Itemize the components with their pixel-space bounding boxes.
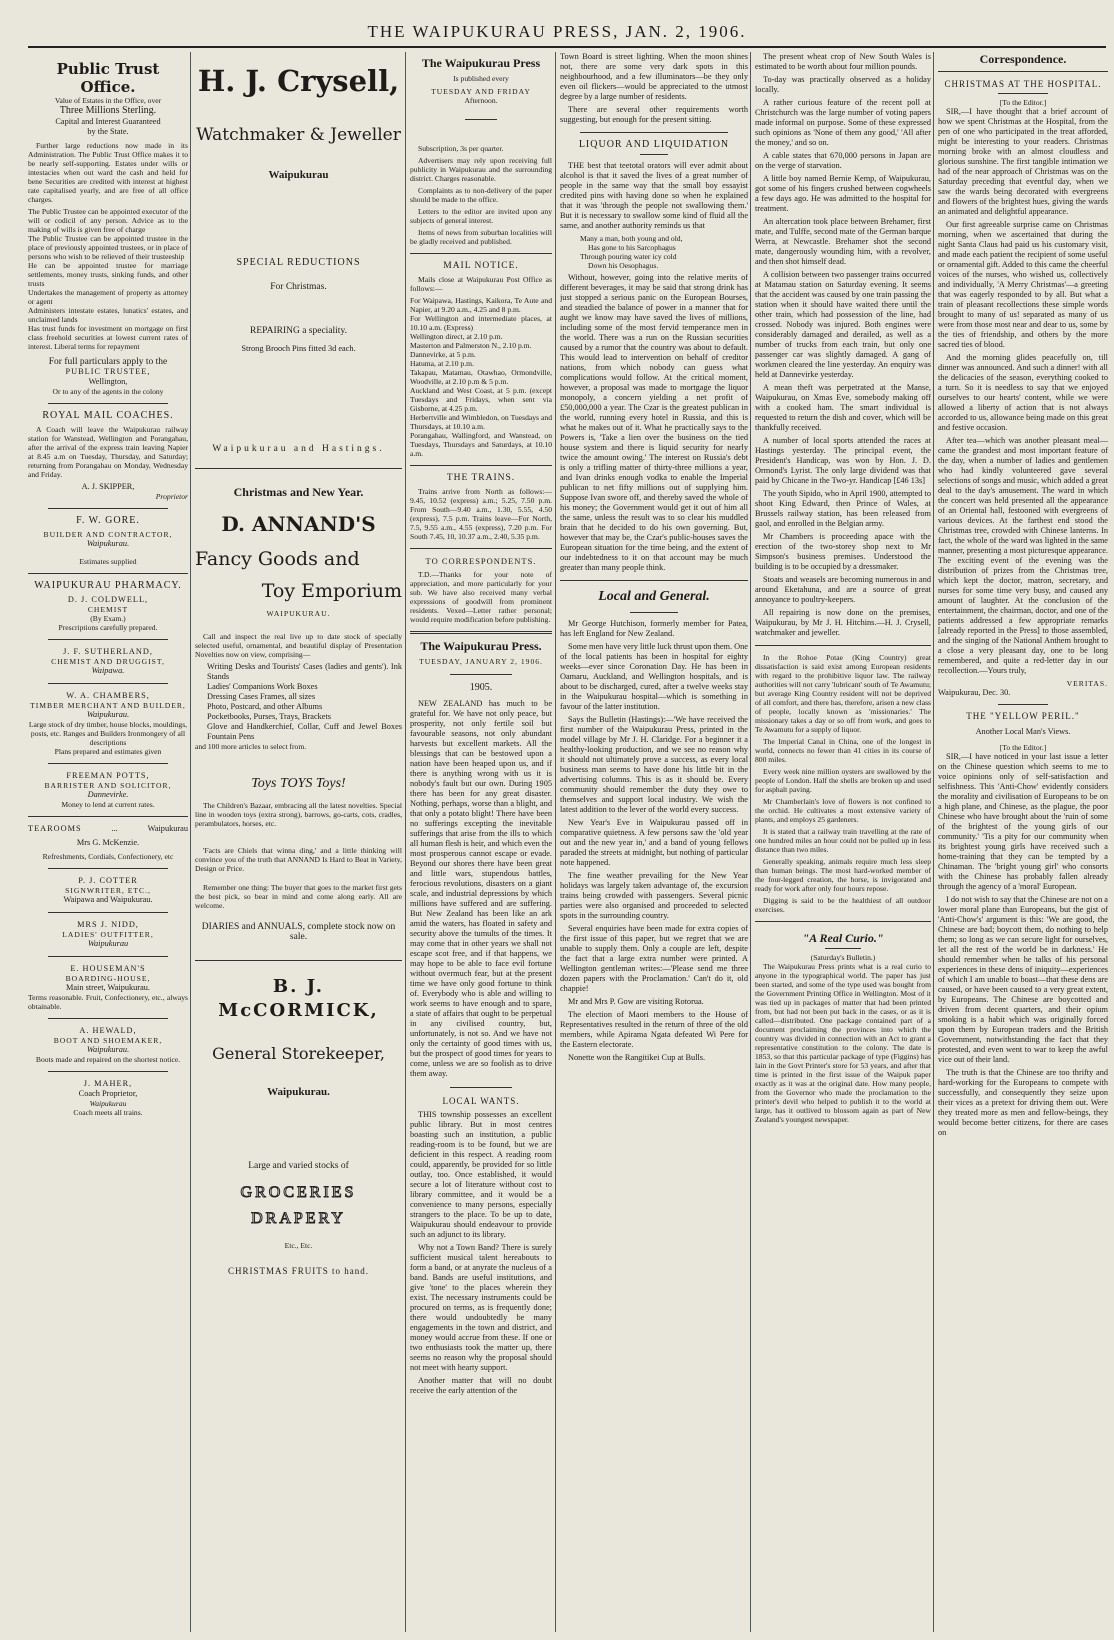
potts-place: Dannevirke. xyxy=(87,790,129,799)
cotter-place: Waipawa and Waipukurau. xyxy=(63,895,153,904)
press-term: Advertisers may rely upon receiving full publicity in Waipukurau and the surrounding district. Charges reasonable. xyxy=(410,156,552,183)
column-3 xyxy=(410,52,552,1632)
groceries-sign: GROCERIES xyxy=(240,1184,357,1201)
hewald-place: Waipukurau. xyxy=(86,1045,130,1054)
xmas-title: CHRISTMAS AT THE HOSPITAL. xyxy=(944,79,1102,89)
maher-name: J. MAHER, xyxy=(83,1079,133,1088)
curio-source: (Saturday's Bulletin.) xyxy=(810,953,876,962)
special-reductions: SPECIAL REDUCTIONS xyxy=(236,257,361,268)
news-para: A number of local sports attended the races at Hastings yesterday. The principal event, the President's Handicap, was won by Hon. J. D. Ormond's Lyrist. The only large dividend was that paid by Chicane in the Two-yr. Handicap [£46 13s] xyxy=(755,436,931,485)
local-para: Mr George Hutchison, formerly member for Patea, has left England for New Zealand. xyxy=(560,619,748,638)
christmas-new-year: Christmas and New Year. xyxy=(233,485,364,499)
trust-item: The Public Trustee can be appointed executor of the will or codicil of any person. Advice as to the making of wills is given free of charge xyxy=(28,207,188,234)
annand-place: WAIPUKURAU. xyxy=(266,609,331,618)
liquor-title: LIQUOR AND LIQUIDATION xyxy=(578,139,730,150)
divider xyxy=(410,465,552,466)
potts-note: Money to lend at current rates. xyxy=(61,800,155,809)
small-para: Generally speaking, animals require much less sleep than human beings. The most hard-worked member of the four-legged creation, the horse, is invigorated and ready for work after only four hours repose. xyxy=(755,857,931,893)
continued-para: There are several other requirements worth suggesting, but enough for the present sitting. xyxy=(560,105,748,124)
local-wants-para: Why not a Town Band? There is surely sufficient musical talent hereabouts to form a band, or at anyrate the nucleus of a band. Bands are useful institutions, and give 'tone' to the places wherein they exist. The necessary instruments could be procured on terms, as is frequently done; there would undoubtedly be many engagements in the town and district, and money would accrue from these. If one or two enthusiasts took the matter up, there seems no reason why the proposal should not meet with hearty support. xyxy=(410,1243,552,1372)
nidd-place: Waipukurau xyxy=(87,939,129,948)
divider xyxy=(48,912,168,913)
mail-line: Herbertville and Wimbledon, on Tuesdays and Thursdays, at 10.10 a.m. xyxy=(410,413,552,431)
local-para: Mr and Mrs P. Gow are visiting Rotorua. xyxy=(568,997,704,1006)
peril-title: THE "YELLOW PERIL." xyxy=(966,711,1080,721)
gore-trade: BUILDER AND CONTRACTOR, xyxy=(43,530,173,539)
column-6 xyxy=(938,52,1108,1632)
verse-line: Down his Oesophagus. xyxy=(588,261,659,270)
column-1 xyxy=(28,52,188,1632)
correspondence-head: Correspondence. xyxy=(979,52,1067,66)
hewald-name: A. HEWALD, xyxy=(79,1026,137,1035)
divider xyxy=(450,674,512,675)
annand-body: Call and inspect the real live up to date stock of specially selected useful, ornamental, and beautiful display of Presentation Novelties now on view, comprising— xyxy=(195,632,402,659)
pharmacy-note: Prescriptions carefully prepared. xyxy=(58,623,158,632)
etc-etc: Etc., Etc. xyxy=(284,1241,313,1250)
goods-line: Dressing Cases Frames, all sizes xyxy=(207,692,316,701)
press-term: Letters to the editor are invited upon any subjects of general interest. xyxy=(410,207,552,225)
crysell-trade: Watchmaker & Jeweller xyxy=(196,125,401,145)
year-title: 1905. xyxy=(469,682,493,693)
houseman-place: Main street, Waipukurau. xyxy=(66,983,150,992)
local-para: Nonette won the Rangitikei Cup at Bulls. xyxy=(568,1053,706,1062)
cotter-trade: SIGNWRITER, ETC., xyxy=(65,886,151,895)
houseman-name: E. HOUSEMAN'S xyxy=(70,964,146,973)
editorial-head: The Waipukurau Press. xyxy=(420,639,542,653)
news-para: A cable states that 670,000 persons in Japan are on the verge of starvation. xyxy=(755,151,931,170)
coaches-title: ROYAL MAIL COACHES. xyxy=(42,410,174,421)
press-term: Items of news from suburban localities will be gladly received and published. xyxy=(410,228,552,246)
continued-para: Town Board is street lighting. When the moon shines not, there are some very dark spots in this neighbourhood, and a few illuminators—be they only even oil flickers—would be appreciated to the utmost degree by a large number of residents. xyxy=(560,52,748,101)
brooch-pins: Strong Brooch Pins fitted 3d each. xyxy=(241,344,356,353)
local-wants-para: THIS township possesses an excellent public library. But in most centres boasting such an institution, a public reading-room is to be found, but we are deficient in this respect. A reading room could, apparently, be provided for so little outlay, too. Once established, it would secure a lot of literature without cost to library committee, and it would be a convenience to many persons, especially strangers to the place. To be up to date, Waipukurau should endeavour to provide such an adjunct to its library. xyxy=(410,1110,552,1239)
column-4 xyxy=(560,52,748,1632)
maher-trade: Coach Proprietor, xyxy=(78,1089,138,1098)
divider xyxy=(938,71,1108,72)
news-para: A collision between two passenger trains occurred at Matamau station on Saturday evening. It seems that the accident was caused by one train passing the station when it should have waited there until the other train, which had possession of the line, had crossed. Nobody was injured. Both engines were considerably damaged and derailed, as well as a number of trucks from each train, but only one passenger car was slightly damaged. A gang of workmen cleared the line yesterday. An enquiry was held at Dannevirke yesterday. xyxy=(755,270,931,379)
coaches-body: A Coach will leave the Waipukurau railway station for Wanstead, Wellington and Porangahau, after the arrival of the express train leaving Napier at 8.45 a.m on Tuesday, Thursday, and Saturday; returning from Porangahau on Monday, Wednesday and Friday. xyxy=(28,425,188,479)
peril-to: [To the Editor.] xyxy=(999,743,1047,752)
peril-para: SIR,—I have noticed in your last issue a letter on the Chinese question which seems to me to voice opinions only of self-satisfaction and selfishness. This 'Anti-Chow' evidently considers the morality and civilisation of Europeans to be on a high plane, and Chinese, as the plague, the poor Chinese who have brought about the 'ruin of some of the brightest of the young girls of our community.' 'Tis a pity for our community when its brightest young girls have received such a home-training that they can be tempted by a Chinaman. The 'bright young girl' who consorts with the Chinese has probably fallen already through the agency of a 'moral' European. xyxy=(938,752,1108,891)
year-body: NEW ZEALAND has much to be grateful for. We have not only peace, but prosperity, not only fertile soil but favourable seasons, not only abundant harvests but excellent markets. All the blessings that can be bestowed upon a nation have been heaped upon us, and if there is anything wrong with us it is nobody's fault but our own. During 1905 there has been for any great disaster. Nothing, perhaps, worse than a blight, and that only a potato blight! There have been no sufferings excepting the inevitable sufferings that arise from the ills to which all human flesh is heir, and which even the most prosperous cannot escape or evade. Beyond our shores there have been great and little wars, stupendous battles, ferocious revolutions, disasters on a giant scale, and industrial depressions by which millions have suffered and are suffering. But New Zealand has been like an ark amid the waters, has floated in safety and security above the tumults of the times. It may come that in other years we shall not escape scot free, and if that happens, we may hope to be able to face evil fortune without overmuch fear, but at the present time we have only good fortune to think of. Everybody who is able and willing to work seems to have enough and to spare, a state of affairs that ought to be perpetual in any civilised country, but, unfortunately, is not so. And we have not only the certainty of good times with us, but the prospect of good times for years to come, unless we are so foolish as to drive them away. xyxy=(410,699,552,1078)
liquor-para: Without, however, going into the relative merits of different beverages, it may be said that strong drink has just stopped a serious panic on the European Bourses, and steadied the balance of power in a manner that for aught we know may have saved the lives of millions, including some of the most fervid temperance men in the world. There was a run on the Russian securities caused by a rumor that the country was about to default. This would lead to intervention on behalf of creditor nations, from which nobody can guess what complications would follow. At the critical moment, however, a proposal was made to mortgage the liquor monopoly, a concern yielding a net profit of £50,000,000 a year. The Czar is the greatest publican in the world, running every hotel in Russia, and this is what he makes out of it. What he practically says to the Powers is, 'Take a lien over the business on the tied house system and there is liquid security for nearly twice the amount owing.' The interest on Russia's debt is only a trifling matter of thirty-three millions a year, and Ivan drinks enough vodka to enable the Imperial publican to net fifty millions out of supplying him. Suppose Ivan swore off, and thereby saved the whole of his money; the Government would get it out of him all the same, unless the result was to so clear his muddled brain that he decided to do his own governing. But, however that may be, the Czar's public-houses saves the European situation for the time being, and the extent of our indebtedness to it on that account may be much greater than many people think. xyxy=(560,273,748,572)
mccormick-place: Waipukurau. xyxy=(267,1086,330,1098)
news-para: An altercation took place between Brehamer, first mate, and Tulffe, second mate of the German barque Werra, at Newcastle. Brehamer shot the second mate, dangerously wounding him, with a revolver, and then shot himself dead. xyxy=(755,217,931,266)
small-para: The Imperial Canal in China, one of the longest in world, connects no fewer than 41 cities in its course of 800 miles. xyxy=(755,737,931,764)
toys-heading: Toys TOYS Toys! xyxy=(251,776,346,791)
diaries-annuals: DIARIES and ANNUALS, complete stock now on sale. xyxy=(201,922,396,942)
trains-title: THE TRAINS. xyxy=(446,473,516,483)
divider xyxy=(48,1018,168,1019)
mail-line: For Waipawa, Hastings, Kaikora, Te Aute and Napier, at 9.20 a.m., 4.25 and 8 p.m. xyxy=(410,296,552,314)
divider xyxy=(48,508,168,509)
maher-note: Coach meets all trains. xyxy=(73,1108,143,1117)
trust-line: by the State. xyxy=(87,127,129,136)
news-para: Stoats and weasels are becoming numerous in and around Eketahuna, and are a source of great annoyance to poultry-keepers. xyxy=(755,575,931,604)
varied-stocks: Large and varied stocks of xyxy=(248,1161,349,1171)
trust-place: Wellington, xyxy=(88,377,128,386)
tearooms-note: Refreshments, Cordials, Confectionery, etc xyxy=(42,852,174,861)
divider xyxy=(48,868,168,869)
trust-item: He can be appointed trustee for marriage settlements, money trusts, sinking funds, and other trusts xyxy=(28,261,188,288)
divider xyxy=(630,612,678,613)
verse-line: Many a man, both young and old, xyxy=(580,234,683,243)
public-trust-title: Public Trust Office. xyxy=(56,60,160,96)
divider xyxy=(998,93,1048,94)
tearooms-header xyxy=(28,824,188,834)
local-para: Several enquiries have been made for extra copies of the first issue of this paper, but we regret that we are unable to supply them. Only a couple are left, despite the fact that a large extra number were printed. A Wellington gentleman writes:—'Please send me three dozen papers with the Proclamation.' Can't do it, old chappie! xyxy=(560,924,748,993)
news-para: To-day was practically observed as a holiday locally. xyxy=(755,75,931,94)
tearooms-place: Waipukurau xyxy=(147,824,188,833)
mail-line: Dannevirke, at 5 p.m. xyxy=(410,350,476,359)
chambers-note: Plans prepared and estimates given xyxy=(54,747,162,756)
news-para: A little boy named Bernie Kemp, of Waipukurau, got some of his fingers crushed between cogwheels a few days ago. He was admitted to the hospital for treatment. xyxy=(755,174,931,213)
pharmacy-name: D. J. COLDWELL, xyxy=(67,595,149,604)
pharmacy-role: CHEMIST xyxy=(87,605,129,614)
mail-line: Wellington direct, at 2.10 p.m. xyxy=(410,332,503,341)
crysell-name: H. J. Crysell, xyxy=(197,64,400,98)
trust-item: Has trust funds for investment on mortgage on first class freehold securities at lowest current rates of interest. Liberal terms for repayment xyxy=(28,324,188,351)
annand-goods xyxy=(195,662,402,742)
peril-para: I do not wish to say that the Chinese are not on a lower moral plane than Europeans, but the gist of 'Anti-Chow's' argument is this: 'We are good, the Chinese are bad; boycott them, do nothing to help them; so long as we can secure light for ourselves, let all the rest of the world be in darkness.' He should remember when he talks of his personal experiences in these dens of iniquity—experiences of which I am unable to boast—that these dens are caused, or have been caused to a very great extent, by Europeans. The Chinese are boycotted and driven from decent quarters, and their opium smoking is a habit which was originally forced upon them by European traders and the British Government, notwithstanding the fact that they protested, and even went to war to keep the awful vice out of their land. xyxy=(938,895,1108,1064)
peril-para: The truth is that the Chinese are too thrifty and hard-working for the Europeans to compete with successfully, and consequently they seize upon their vices as a pretext for driving them out. Were they treated more as men and fellow-beings, they would become better citizens, for there are cases on xyxy=(938,1068,1108,1137)
press-published: Is published every xyxy=(453,74,509,83)
trust-line: Three Millions Sterling. xyxy=(59,105,157,116)
divider xyxy=(48,956,168,957)
chambers-body: Large stock of dry timber, house blocks, mouldings, posts, etc. Ranges and Builders Ironmongery of all descriptions xyxy=(28,720,188,747)
christmas-fruits: CHRISTMAS FRUITS to hand. xyxy=(227,1266,369,1276)
divider xyxy=(998,704,1048,705)
masthead xyxy=(0,0,1114,50)
press-time: Afternoon. xyxy=(464,96,498,105)
xmas-sign: VERITAS. xyxy=(1066,679,1108,688)
divider xyxy=(755,921,931,922)
small-para: In the Rohoe Potae (King Country) great dissatisfaction is said exist among European residents with regard to the prohibitive liquor law. The railway authorities will not carry 'lubricant' south of Te Awamutu; but average King Country resident will not be deprived of all comfort, and there has, therefore, arisen a new class of people, locally known as 'missionaries.' The missionary takes a day or so off from work, and goes to Te Awamutu for a supply of liquor. xyxy=(755,653,931,734)
potts-name: FREEMAN POTTS, xyxy=(66,771,150,780)
crysell-place: Waipukurau xyxy=(268,169,329,181)
goods-line: Writing Desks and Tourists' Cases (ladies and gents'). Ink Stands xyxy=(207,662,402,681)
chambers-place: Waipukurau. xyxy=(86,710,130,719)
divider xyxy=(825,948,861,949)
divider xyxy=(465,119,497,120)
news-para: Mr Chambers is proceeding apace with the erection of the two-storey shop next to Mr Simpson's business premises. Understood the building is to be occupied by a dressmaker. xyxy=(755,532,931,571)
divider xyxy=(410,253,552,254)
news-para: A mean theft was perpetrated at the Manse, Waipukurau, on Xmas Eve, somebody making off with a cooked ham. The smart individual is requested to return the dish and cover, which will be thankfully received. xyxy=(755,383,931,432)
column-rule xyxy=(190,52,191,1632)
drapery-sign: DRAPERY xyxy=(251,1210,346,1227)
goods-line: Glove and Handkerchief, Collar, Cuff and Jewel Boxes Fountain Pens xyxy=(207,722,402,741)
trust-agents: Or to any of the agents in the colony xyxy=(52,387,164,396)
divider xyxy=(560,580,748,581)
divider xyxy=(195,960,402,961)
potts-trade: BARRISTER AND SOLICITOR, xyxy=(44,781,172,790)
xmas-to: [To the Editor.] xyxy=(999,98,1047,107)
annand-name: D. ANNAND'S xyxy=(221,512,376,536)
mail-line: Auckland and West Coast, at 5 p.m. (except Tuesdays and Fridays, when sent via Gisborne, at 4.25 p.m. xyxy=(410,386,552,413)
column-2 xyxy=(195,52,402,1632)
sutherland-place: Waipawa. xyxy=(91,666,125,675)
trust-line: Value of Estates in the Office, over xyxy=(54,96,162,105)
divider xyxy=(48,763,168,764)
mail-line: Mails close at Waipukurau Post Office as follows:— xyxy=(410,275,552,293)
hewald-trade: BOOT AND SHOEMAKER, xyxy=(53,1036,163,1045)
press-days: TUESDAY AND FRIDAY xyxy=(431,87,531,96)
local-para: New Year's Eve in Waipukurau passed off in comparative quietness. A few persons saw the 'old year out and the new year in,' and a band of young fellows paraded the streets at midnight, but nothing of particular note happened. xyxy=(560,818,748,867)
local-wants-para: Another matter that will no doubt receive the early attention of the xyxy=(410,1376,552,1395)
for-christmas: For Christmas. xyxy=(270,282,327,292)
crysell-places: Waipukurau and Hastings. xyxy=(212,444,385,454)
correspondents-title: TO CORRESPONDENTS. xyxy=(425,556,537,566)
trust-name: PUBLIC TRUSTEE, xyxy=(65,367,151,376)
verse xyxy=(560,234,748,270)
mail-notice-title: MAIL NOTICE. xyxy=(443,261,519,271)
press-term: Subscription, 3s per quarter. xyxy=(418,144,504,153)
goods-line: Pocketbooks, Purses, Trays, Brackets xyxy=(207,712,331,721)
pharmacy-exam: (By Exam.) xyxy=(90,614,126,623)
xmas-para: Our first agreeable surprise came on Christmas morning, when we ascertained that during the night Santa Claus had paid us his customary visit, and made each patient the recipient of some useful or ornamental gift. Added to this came the cheerful voices of the nurses, who wished us, collectively and individually, 'A Merry Christmas'—a greeting that was eagerly responded to by all. But what a train of pleasant recollections these simple words brought to many of us! separated as many of us were from those most near and dear to us, some by the ties of friendship, and others by the more sacred ties of blood. xyxy=(938,220,1108,349)
divider xyxy=(48,1071,168,1072)
nidd-trade: LADIES' OUTFITTER, xyxy=(62,930,154,939)
tearooms-name: Mrs G. McKenzie. xyxy=(76,838,140,847)
nidd-name: MRS J. NIDD, xyxy=(77,920,139,929)
goods-line: Ladies' Companions Work Boxes xyxy=(207,682,318,691)
news-para: The youth Sipido, who in April 1900, attempted to shoot King Edward, then Prince of Wales, at Brussels railway station, has been released from gaol, and enrolled in the Belgian army. xyxy=(755,489,931,528)
trust-item: Administers intestate estates, lunatics' estates, and unclaimed lands xyxy=(28,306,188,324)
mail-line: Porangahau, Wallingford, and Wanstead, on Tuesdays, Thursdays and Saturdays, at 10.10 a.m. xyxy=(410,431,552,458)
tearooms-label: TEAROOMS xyxy=(28,824,82,833)
gore-name: F. W. GORE. xyxy=(76,515,140,526)
divider xyxy=(410,548,552,549)
divider xyxy=(640,154,668,155)
local-para: The election of Maori members to the House of Representatives resulted in the return of three of the old members, while Apirama Ngata defeated Wi Pere for the Eastern electorate. xyxy=(560,1010,748,1049)
sutherland-trade: CHEMIST AND DRUGGIST, xyxy=(51,657,165,666)
houseman-note: Terms reasonable. Fruit, Confectionery, etc., always obtainable. xyxy=(28,993,188,1011)
mail-line: For Wellington and intermediate places, at 10.10 a.m. (Express) xyxy=(410,314,552,332)
verse-line: Through pouring water icy cold xyxy=(580,252,677,261)
coaches-role: Proprietor xyxy=(155,492,188,501)
xmas-para: And the morning glides peacefully on, till dinner was announced. And such a dinner! with all the delicacies of the season, everything cooked to a turn. So it is needless to say that we enjoyed ourselves to our hearts' content, while we were allowed a liberty of action that is not always accorded to us, allowance being made on this great and festive occasion. xyxy=(938,353,1108,432)
news-para: A rather curious feature of the recent poll at Christchurch was the large number of voting papers made informal on purpose. Some of these expressed such opinions as 'None of them any good,' 'All after the money,' and so on. xyxy=(755,98,931,147)
trust-item: Undertakes the management of property as attorney or agent xyxy=(28,288,188,306)
liquor-para: THE best that teetotal orators will ever admit about alcohol is that it saved the lives of a great number of people in the same way that the small boy essayist credited pins with having done so when he explained that it was 'through the people not swallowing them.' But it is necessary to swallow some kind of fluid all the same, and another authority reminds us that xyxy=(560,161,748,230)
editorial-date: TUESDAY, JANUARY 2, 1906. xyxy=(419,657,543,666)
divider xyxy=(48,403,168,404)
trust-body: Further large reductions now made in its Administration. The Public Trust Office makes it to be nearly self-supporting. Estates under wills or intestacies when out ward the cash and held for bene Securities are credited with interest at highest rate capitalised yearly, and are free of all office charges. xyxy=(28,141,188,204)
trust-item: The Public Trustee can be appointed trustee in the place of previously appointed trustees, or in place of persons who wish to be relieved of their trusteeship xyxy=(28,234,188,261)
divider xyxy=(580,132,728,133)
press-title: The Waipukurau Press xyxy=(421,56,541,70)
mail-line: Hatuma, at 2.10 p.m. xyxy=(410,359,474,368)
fancy-goods: Fancy Goods and xyxy=(195,548,360,570)
trust-line: Capital and Interest Guaranteed xyxy=(55,117,161,126)
divider xyxy=(48,683,168,684)
xmas-para: After tea—which was another pleasant meal—came the grandest and most important feature of the day, when a number of ladies and gentlemen who had kindly volunteered gave several selections of songs and music, which added a great deal to the day's amusement. The ward in which the concert was held presented all the appearance of an Oriental hall, festooned with evergreens of various devices. At the farthest end stood the Christmas tree, crowded with Chinese lanterns. In fact, the whole of the ward was lighted in the same manner, presenting a most picturesque appearance. The exciting event of the evening was the distribution of prizes from the Christmas tree, which kept the doctor, matron, secretary, and nurses for some time very busy, and caused any amount of laughter. At the conclusion of the entertainment, the chairman, doctor, and one of the patients addressed a few appropriate remarks [already reported in the Press] to those assembled, and the singing of the National Anthem brought to a close a very pleasant day, one to be long remembered, and quite a red-letter day in our recollection.—Yours truly, xyxy=(938,436,1108,675)
local-general-title: Local and General. xyxy=(598,589,710,604)
divider xyxy=(28,573,188,574)
bazaar-body: The Children's Bazaar, embracing all the latest novelties. Special line in wooden toys (extra strong), barrows, go-carts, cots, cradles, perambulators, horses, etc. xyxy=(195,801,402,828)
repairing: REPAIRING a speciality. xyxy=(250,326,347,336)
local-para: Some men have very little luck thrust upon them. One of the local patients has been in hospital for eighty weeks—ever since Coronation Day. He has been in Oamaru, Auckland, and Wellington hospitals, and is about to be discharged, cured, after a twelve weeks stay in the Waipukurau hospital—which is something in favour of the latter institution. xyxy=(560,642,748,711)
toy-emporium: Toy Emporium xyxy=(261,580,402,602)
divider xyxy=(450,1087,512,1088)
gore-place: Waipukurau. xyxy=(86,539,130,548)
divider xyxy=(48,639,168,640)
coaches-sign: A. J. SKIPPER, xyxy=(81,482,135,491)
small-para: It is stated that a railway train travelling at the rate of one hundred miles an hour could not be pulled up in less distance than two miles. xyxy=(755,827,931,854)
cotter-name: P. J. COTTER xyxy=(78,876,138,885)
press-term: Complaints as to non-delivery of the paper should be made to the office. xyxy=(410,186,552,204)
divider xyxy=(755,645,931,646)
chambers-name: W. A. CHAMBERS, xyxy=(66,691,150,700)
sutherland-name: J. F. SUTHERLAND, xyxy=(63,647,153,656)
remember-body: Remember one thing: The buyer that goes to the market first gets the best pick, so bear in mind and come along early. All are welcome. xyxy=(195,883,402,910)
column-5 xyxy=(755,52,931,1632)
houseman-trade: BOARDING-HOUSE, xyxy=(65,974,151,983)
tearooms-dots: ... xyxy=(111,824,118,833)
peril-sub: Another Local Man's Views. xyxy=(975,727,1071,736)
facts-body: 'Facts are Chiels that winna ding,' and a little thinking will convince you of the truth that ANNAND Is Hard to Beat in Variety, Design or Price. xyxy=(195,846,402,873)
local-para: The fine weather prevailing for the New Year holidays was largely taken advantage of, the excursion trains being crowded with passengers. Several picnic parties were also organised and proceeded to selected spots in the surrounding country. xyxy=(560,871,748,920)
masthead-rule xyxy=(28,46,1106,48)
xmas-date: Waipukurau, Dec. 30. xyxy=(938,688,1011,697)
column-rule xyxy=(933,52,934,1632)
chambers-trade: TIMBER MERCHANT AND BUILDER, xyxy=(30,701,186,710)
gore-note: Estimates supplied xyxy=(79,557,137,566)
divider xyxy=(28,816,188,817)
verse-line: Has gone to his Sarcophagus xyxy=(588,243,676,252)
column-rule xyxy=(555,52,556,1632)
news-para: The present wheat crop of New South Wales is estimated to be worth about four million pounds. xyxy=(755,52,931,71)
mccormick-name: B. J. McCORMICK, xyxy=(218,976,379,1021)
small-para: Every week nine million oysters are swallowed by the people of London. Half the shells are broken up and used for asphalt paving. xyxy=(755,767,931,794)
hewald-note: Boots made and repaired on the shortest notice. xyxy=(35,1055,181,1064)
curio-body: The Waipukurau Press prints what is a real curio to anyone in the typographical world. The paper has just been started, and some of the type used was bought from the Government Printing Office in Wellington. Most of it was tied up in packages of matter that had been printed from, but had not been put back in the cases, or as it is called—distributed. One package contained part of a document proclaiming the provinces into which the country was divided in connection with an Act to grant a representative constitution to the colony. The date is 1853, so that this particular package of type (Figgins) has lain in the Govt Printer's store for 53 years, and after that time is printed in the first issue of the Waipuk paper exactly as it was at the original date. How many people, from the Governor who made the proclamation to the printer's devil who helped to publish it to the world at large, has it outlived to blossom again as part of New Zealand's youngest newspaper. xyxy=(755,962,931,1124)
mail-line: Takapau, Matamau, Otawhao, Ormondville, Woodville, at 2.10 p.m & 5 p.m. xyxy=(410,368,552,386)
goods-line: and 100 more articles to select from. xyxy=(195,742,307,751)
small-para: Digging is said to be the healthiest of all outdoor exercises. xyxy=(755,896,931,914)
local-para: Says the Bulletin (Hastings):—'We have received the first number of the Waipukurau Press, printed in the model village by Mr J. H. Claridge. For a beginner it a healthy-looking production, and we see no reason why it should not ultimately prove a success, as every local business man seems to have done his little bit in the advertising columns. This is as it should be. Every community should remember the duty they owe to themselves and support local industry. We wish the latest addition to the lever of the world every success. xyxy=(560,715,748,814)
trains-body: Trains arrive from North as follows:— 9.45, 10.52 (express) a.m.; 5.25, 7.50 p.m. From South—9.40 a.m., 1.30, 5.55, 4.50 (express), 7.5 p.m. Trains leave—For North, 7.5, 9.55 a.m., 4.55 (express), 7.20 p.m. For South 7.45, 10, 10.37 a.m., 2.40, 5.35 p.m. xyxy=(410,487,552,541)
mail-line: Masterton and Palmerston N., 2.10 p.m. xyxy=(410,341,532,350)
curio-title: "A Real Curio." xyxy=(802,931,884,945)
column-rule xyxy=(750,52,751,1632)
small-para: Mr Chamberlain's love of flowers is not confined to the orchid. He cultivates a most extensive variety of plants, and employs 25 gardeners. xyxy=(755,797,931,824)
correspondents-body: T.D.—Thanks for your note of appreciation, and more particularly for your sub. We have also received many verbal expressions of goodwill from prominent residents. Vexed—Letter rather personal; would require modification before publishing. xyxy=(410,570,552,624)
column-rule xyxy=(405,52,406,1632)
maher-place: Waipukurau xyxy=(89,1099,127,1108)
general-storekeeper: General Storekeeper, xyxy=(212,1044,385,1063)
trust-footer: For full particulars apply to the xyxy=(48,357,168,367)
divider xyxy=(195,468,402,469)
divider xyxy=(410,631,552,634)
goods-line: Photo, Postcard, and other Albums xyxy=(207,702,323,711)
masthead-title: THE WAIPUKURAU PRESS, JAN. 2, 1906. xyxy=(367,22,747,41)
xmas-para: SIR,—I have thought that a brief account of how we spent Christmas at the Hospital, from the pen of one who participated in the treat afforded, might be interesting to your readers. Christmas morning broke with an almost cloudless and glorious sunshine. The first tangible intimation we had of the near approach of Christmas was on the Saturday preceding that eventful day, when we saw the wards being decorated with evergreens and flowers of the brightest hues, giving the wards an animated and delightful appearance. xyxy=(938,107,1108,216)
news-para: All repairing is now done on the premises, Waipukurau, by Mr J. H. Hitchins.—H. J. Crysell, watchmaker and jeweller. xyxy=(755,608,931,637)
pharmacy-title: WAIPUKURAU PHARMACY. xyxy=(34,580,182,591)
local-wants-title: LOCAL WANTS. xyxy=(442,1096,520,1106)
